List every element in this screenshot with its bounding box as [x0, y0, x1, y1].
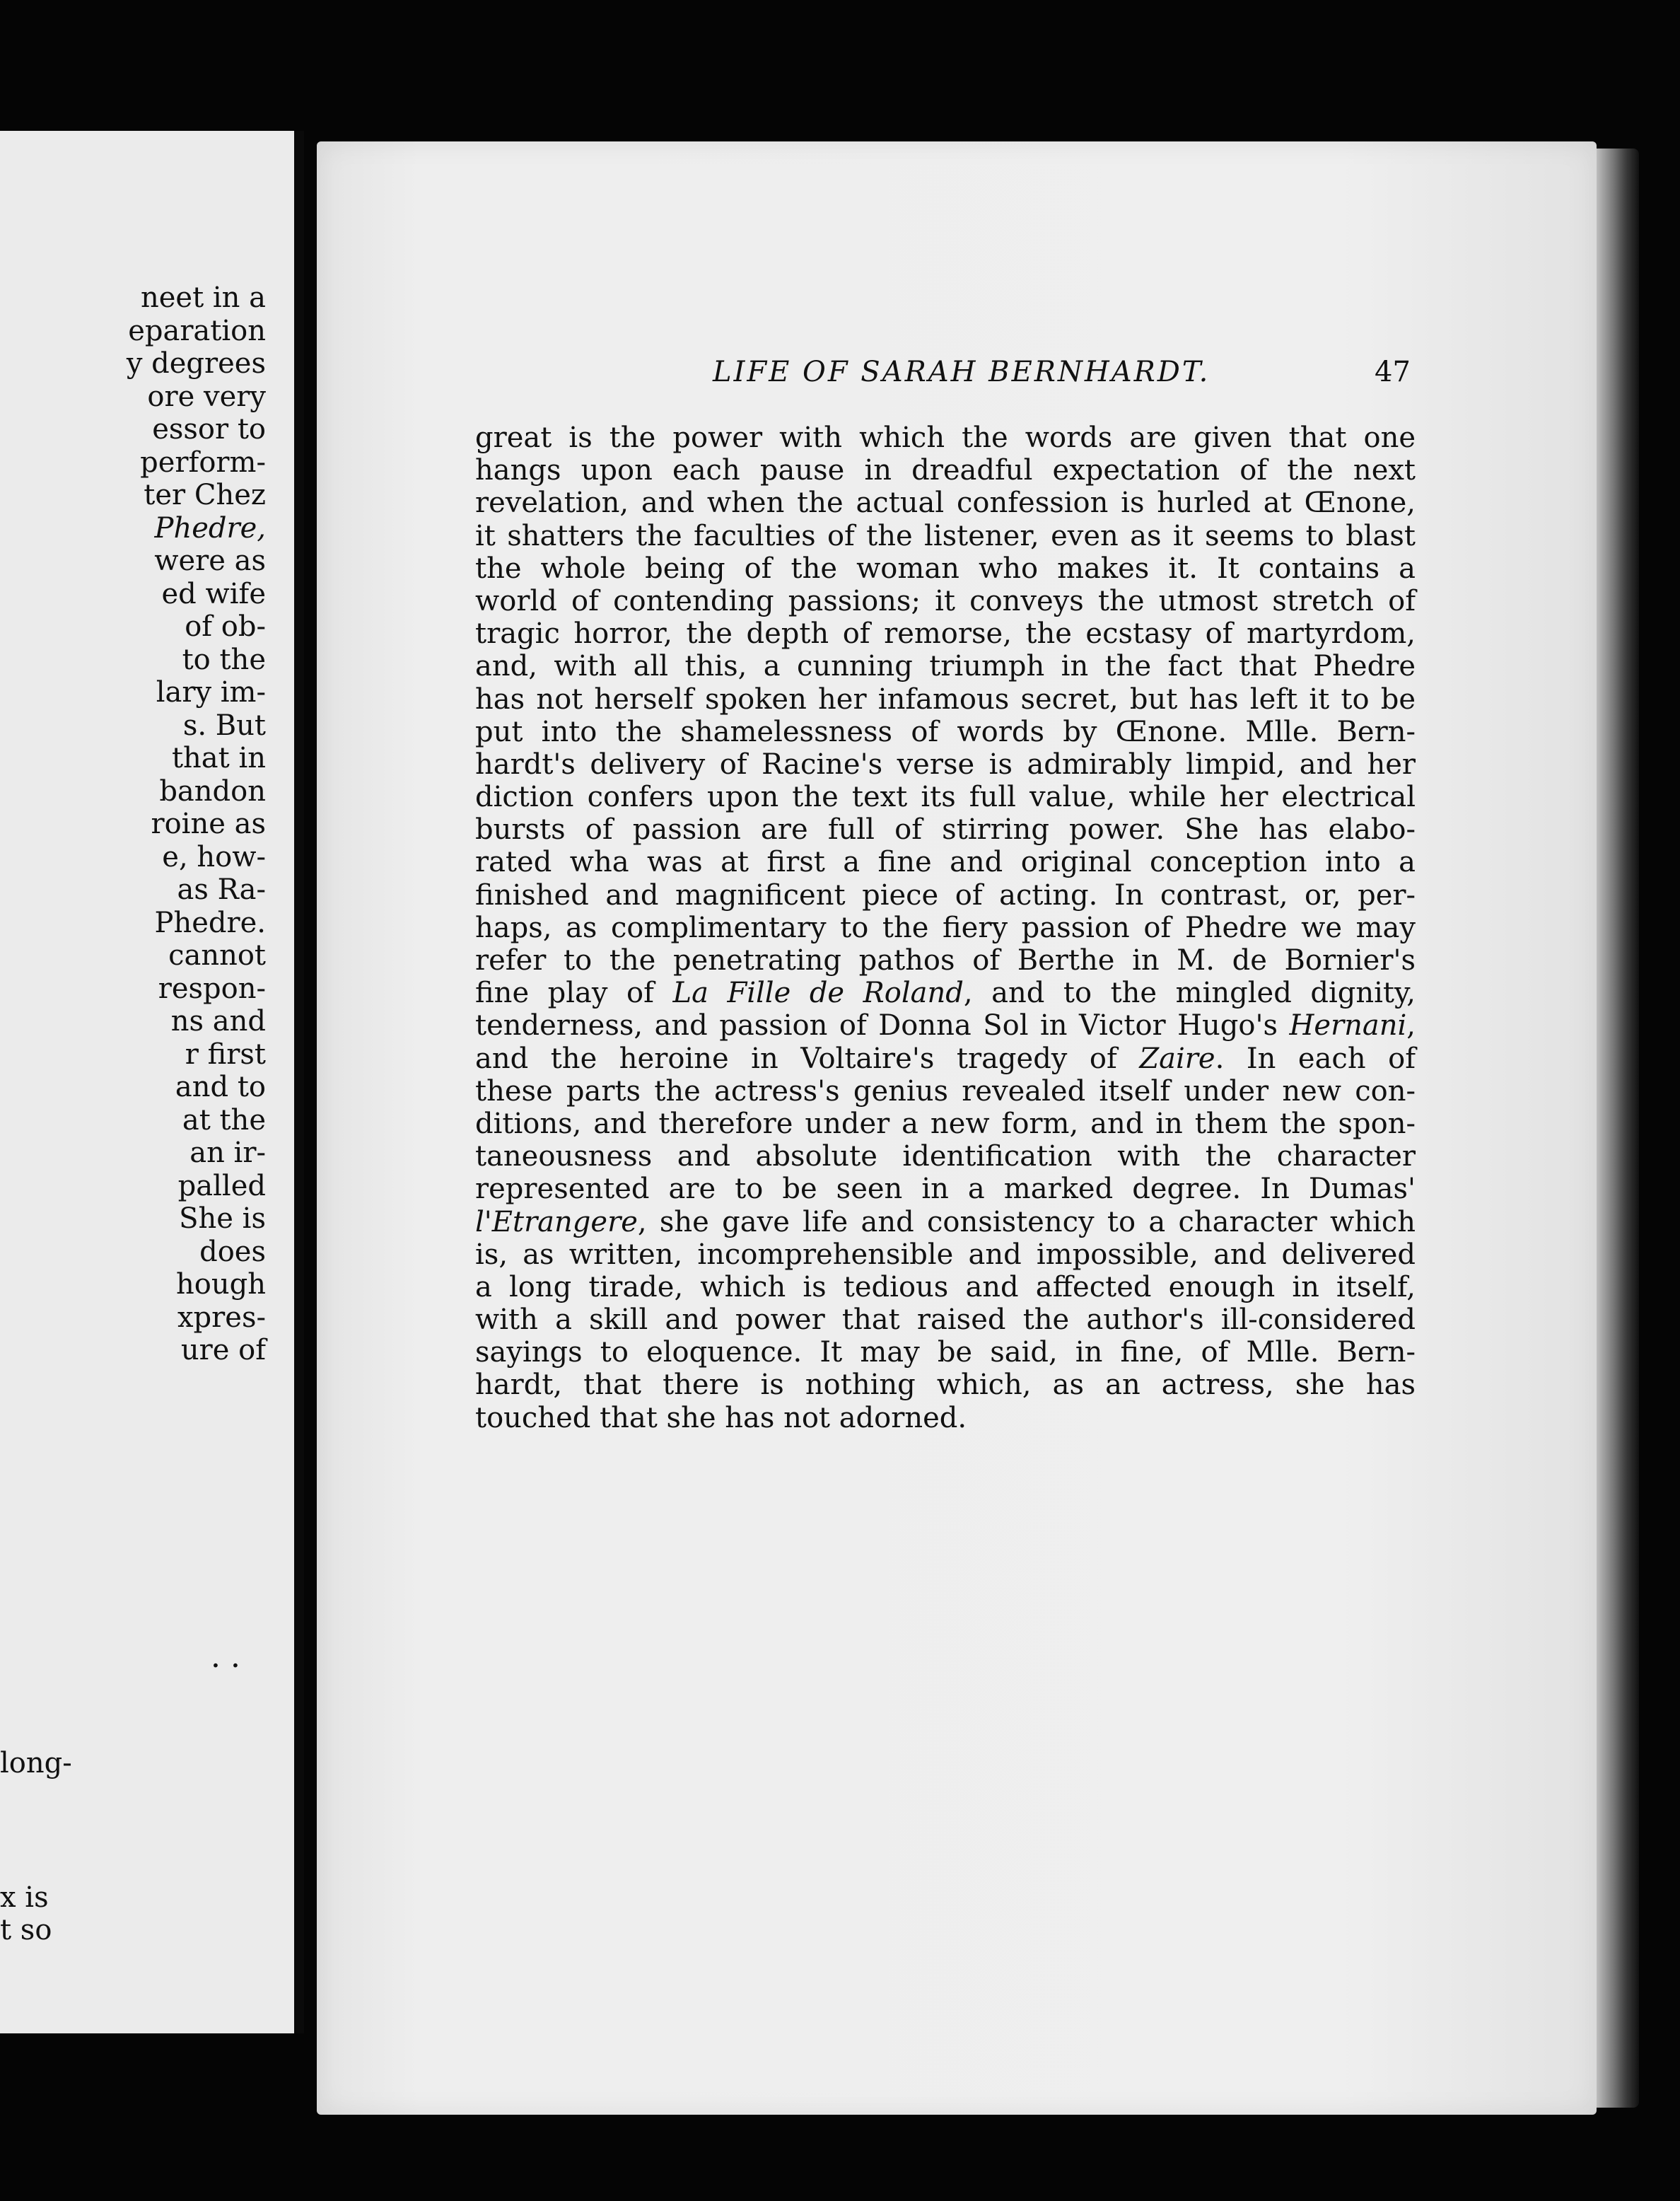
left-text-line: does [199, 1235, 266, 1268]
left-text-line: e, how- [162, 840, 266, 873]
left-text-line: palled [177, 1169, 266, 1202]
text-line: is, as written, incomprehensible and impossible, and delivered [475, 1238, 1416, 1271]
text-line: these parts the actress's genius revealed itself under new con- [475, 1074, 1416, 1108]
left-text-line: y degrees [126, 347, 266, 380]
text-line: bursts of passion are full of stirring power. She has elabo- [475, 813, 1416, 847]
left-text-line: that in [171, 742, 266, 774]
text-line: rated wha was at first a fine and original conception into a [475, 846, 1416, 879]
text-line: refer to the penetrating pathos of Berthe in M. de Bornier's [475, 944, 1416, 977]
left-text-line: ns and [170, 1005, 266, 1038]
text-line: hangs upon each pause in dreadful expectation of the next [475, 454, 1416, 487]
left-text-line: an ir- [189, 1137, 266, 1169]
left-text-line: to the [182, 643, 266, 676]
text-line: great is the power with which the words are given that one [475, 422, 1416, 454]
text-line: a long tirade, which is tedious and affected enough in itself, [475, 1270, 1416, 1303]
text-line: touched that she has not adorned. [475, 1401, 967, 1434]
text-line: tragic horror, the depth of remorse, the ecstasy of martyrdom, [475, 617, 1416, 651]
text-line: sayings to eloquence. It may be said, in fine, of Mlle. Bern- [475, 1336, 1416, 1369]
text-line: with a skill and power that raised the author's ill-considered [475, 1303, 1416, 1337]
left-tail-line: t so [0, 1914, 52, 1946]
left-text-line: r first [185, 1038, 266, 1071]
text-line: represented are to be seen in a marked degree. In Dumas' [475, 1173, 1416, 1206]
left-text-line: ore very [147, 380, 266, 413]
page-number: 47 [1375, 356, 1411, 388]
text-line: put into the shamelessness of words by Œnone. Mlle. Bern- [475, 715, 1416, 748]
left-text-line: eparation [128, 314, 266, 347]
text-line: revelation, and when the actual confession is hurled at Œnone, [475, 487, 1416, 520]
text-line: diction confers upon the text its full value, while her electrical [475, 781, 1416, 814]
left-page-text [0, 131, 297, 2033]
left-text-line: She is [179, 1202, 266, 1235]
left-text-line: were as [154, 545, 266, 577]
text-line: has not herself spoken her infamous secret, but has left it to be [475, 683, 1416, 716]
left-text-line: hough [176, 1268, 266, 1301]
text-line: and the heroine in Voltaire's tragedy of Zaire. In each of [475, 1042, 1416, 1075]
left-text-line: ure of [180, 1334, 266, 1366]
left-text-line: Phedre, [154, 511, 266, 545]
left-text-line: as Ra- [177, 873, 266, 906]
left-text-line: neet in a [140, 281, 266, 314]
text-line: the whole being of the woman who makes it. It contains a [475, 552, 1416, 585]
left-text-line: s. But [182, 709, 266, 742]
left-dots: · · [211, 1648, 240, 1684]
page-edge [1597, 149, 1639, 2108]
text-line: it shatters the faculties of the listener, even as it seems to blast [475, 519, 1416, 552]
running-head: LIFE OF SARAH BERNHARDT. [713, 356, 1211, 388]
left-text-line: cannot [168, 939, 266, 972]
left-text-line: perform- [140, 446, 266, 479]
left-text-line: xpres- [177, 1301, 266, 1334]
left-page [0, 131, 304, 2033]
text-line: world of contending passions; it conveys the utmost stretch of [475, 584, 1416, 617]
left-text-line: roine as [151, 808, 266, 840]
left-tail-line: x is [0, 1881, 49, 1914]
text-line: fine play of La Fille de Roland, and to the mingled dignity, [475, 977, 1416, 1010]
text-line: hardt, that there is nothing which, as an actress, she has [475, 1369, 1416, 1402]
left-text-line: of ob- [185, 610, 266, 643]
left-text-line: respon- [158, 972, 266, 1005]
left-text-line: at the [182, 1103, 266, 1137]
left-text-line: ter Chez [144, 479, 266, 511]
left-tail-line: long- [0, 1747, 72, 1779]
text-line: finished and magnificent piece of acting. In contrast, or, per- [475, 878, 1416, 912]
text-line: tenderness, and passion of Donna Sol in Victor Hugo's Hernani, [475, 1009, 1416, 1043]
text-line: taneousness and absolute identification with the character [475, 1140, 1416, 1173]
text-line: and, with all this, a cunning triumph in the fact that Phedre [475, 650, 1416, 683]
left-text-line: Phedre. [154, 906, 266, 939]
body-text [475, 422, 1416, 1434]
left-text-line: bandon [159, 774, 266, 808]
left-text-line: essor to [152, 413, 266, 446]
book-gutter [294, 131, 304, 2033]
left-text-line: ed wife [161, 577, 266, 610]
text-line: l'Etrangere, she gave life and consistency to a character which [475, 1205, 1416, 1238]
text-line: ditions, and therefore under a new form, and in them the spon- [475, 1107, 1416, 1140]
text-line: hardt's delivery of Racine's verse is admirably limpid, and her [475, 748, 1416, 781]
text-line: haps, as complimentary to the fiery passion of Phedre we may [475, 911, 1416, 944]
left-text-line: and to [175, 1071, 266, 1103]
left-text-line: lary im- [156, 676, 266, 709]
